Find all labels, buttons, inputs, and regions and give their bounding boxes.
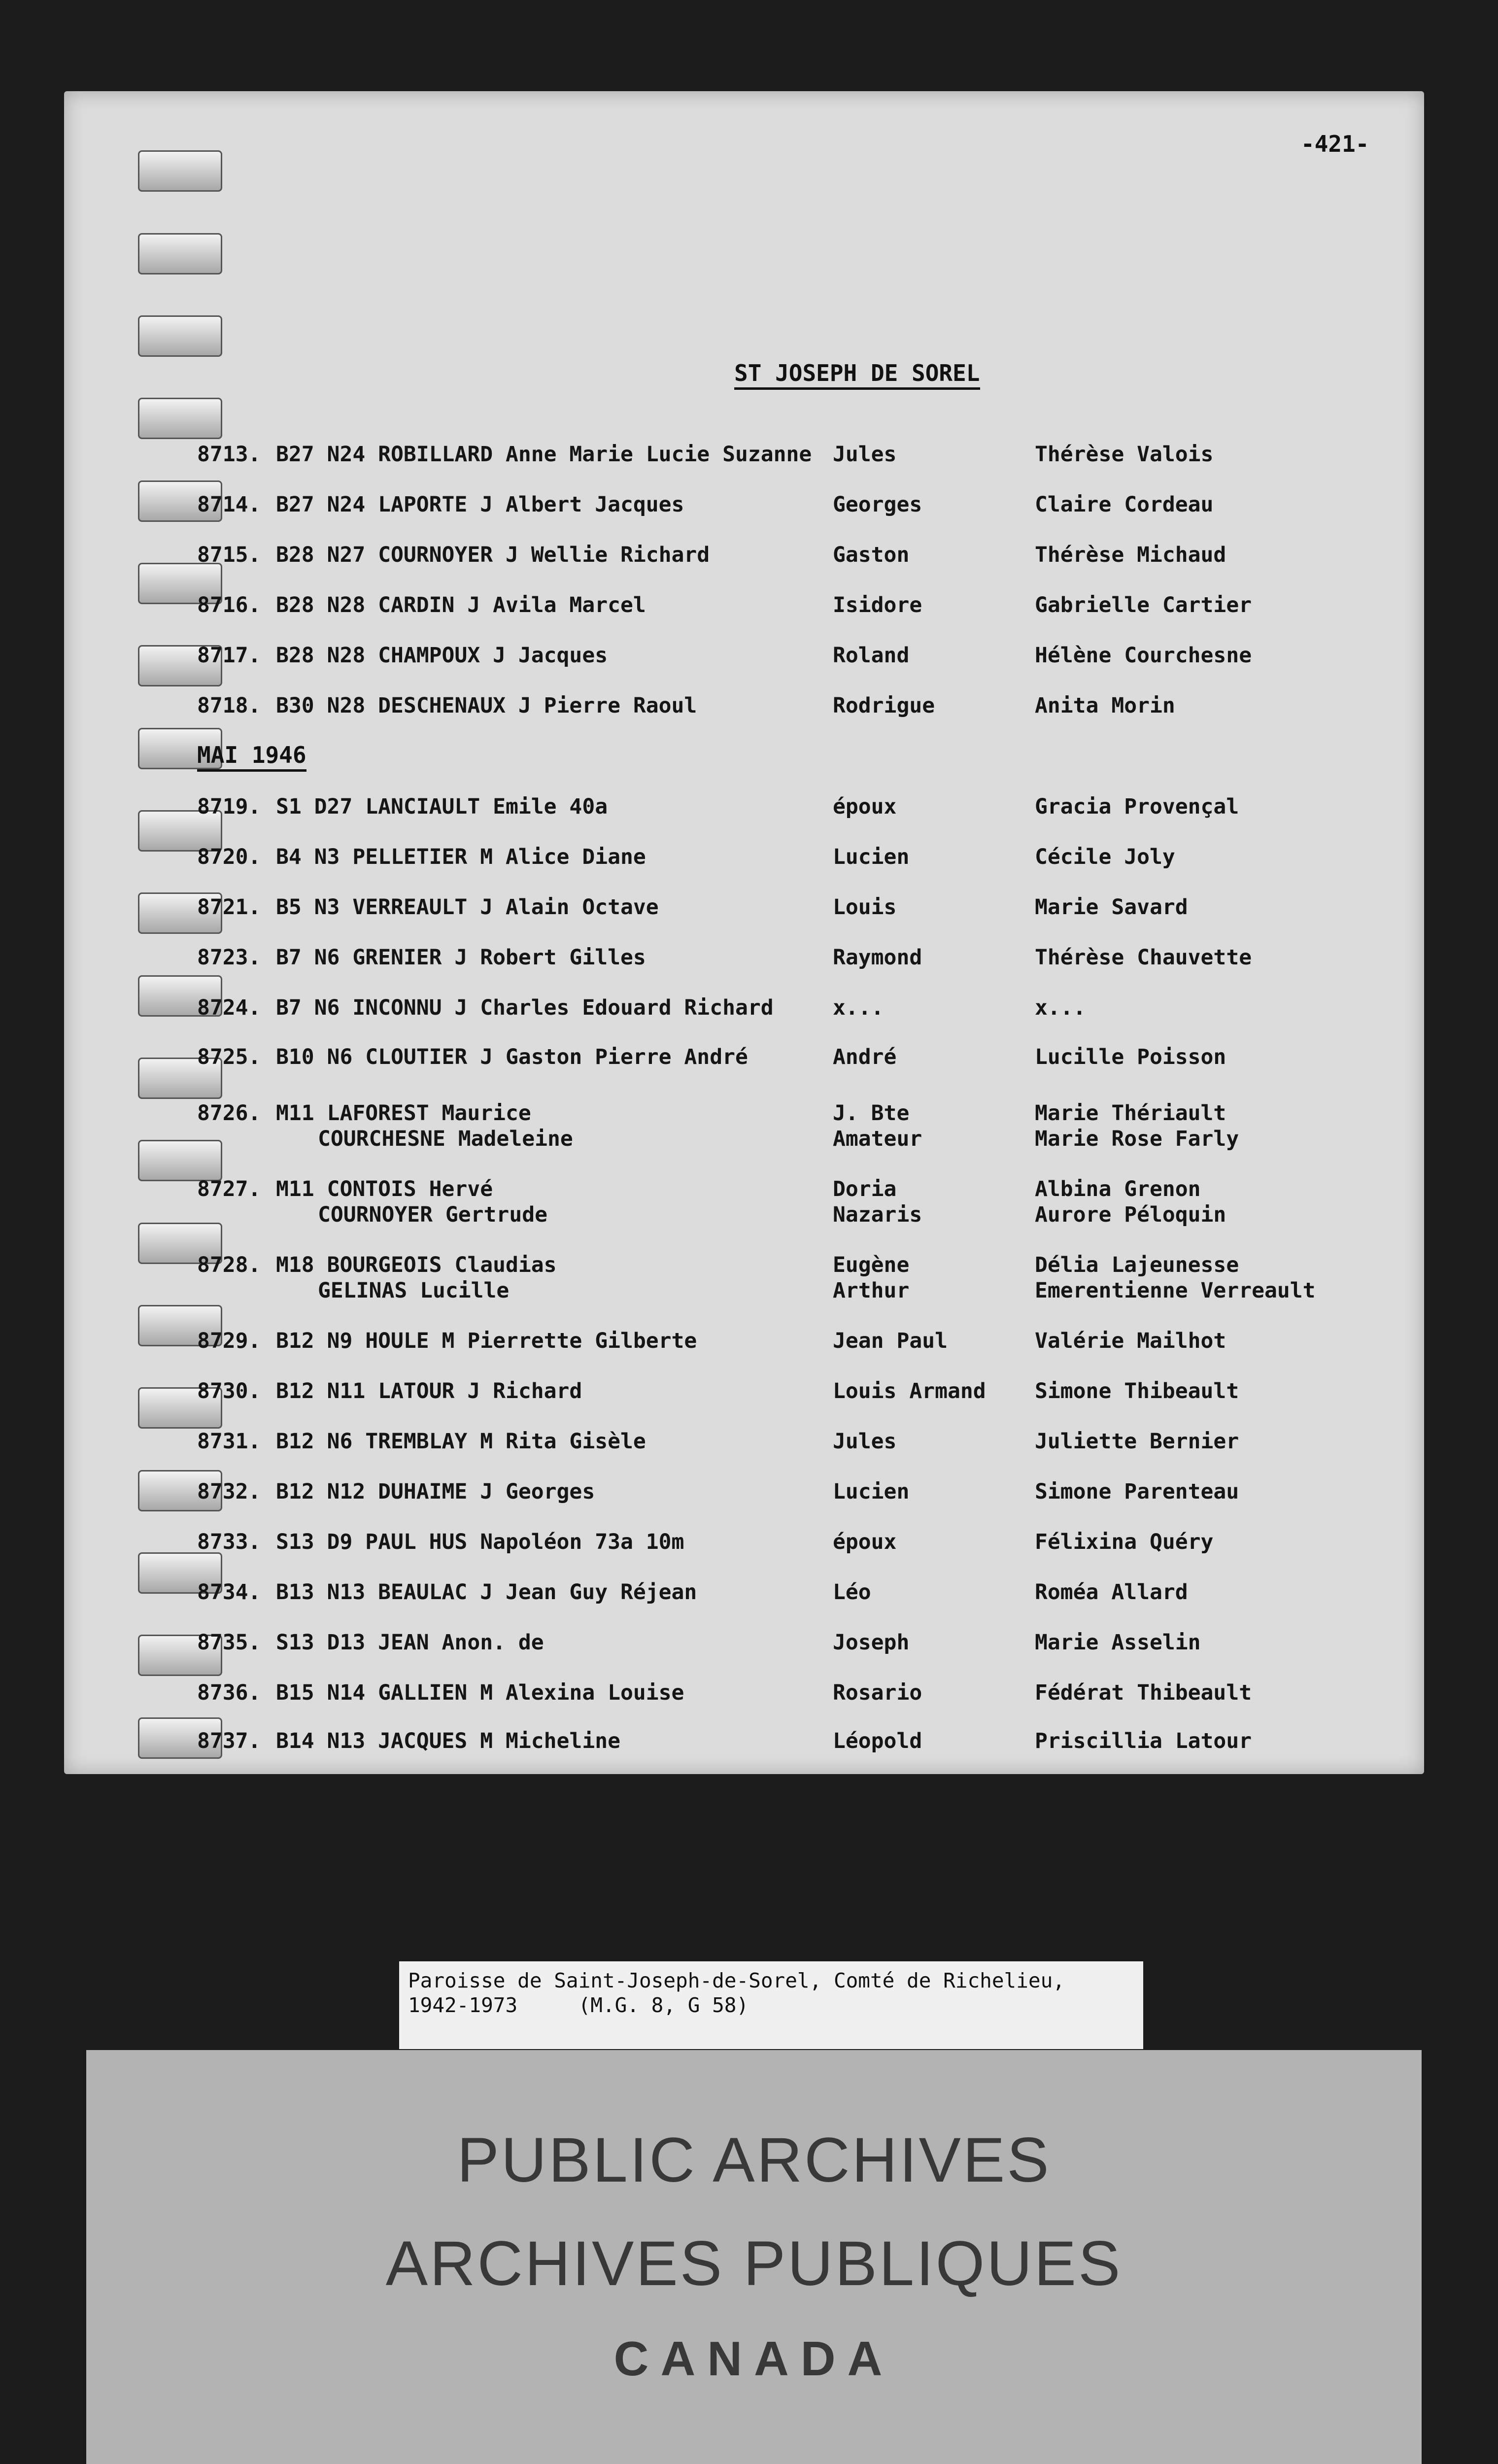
entry-mother: Marie Asselin — [1035, 1630, 1201, 1655]
entry-name: B28 N27 COURNOYER J Wellie Richard — [276, 543, 710, 567]
entry-father: Louis — [833, 895, 897, 920]
entry-father: époux — [833, 1530, 897, 1554]
entry-name: B28 N28 CHAMPOUX J Jacques — [276, 643, 608, 668]
entry-mother: Délia Lajeunesse — [1035, 1253, 1239, 1277]
entry-father: Léo — [833, 1580, 871, 1605]
entry-mother: Roméa Allard — [1035, 1580, 1188, 1605]
caption-line: Paroisse de Saint-Joseph-de-Sorel, Comté de Richelieu, — [408, 1969, 1065, 1992]
entry-name: B27 N24 ROBILLARD Anne Marie Lucie Suzanne — [276, 442, 812, 467]
entry-number: 8730. — [197, 1379, 261, 1403]
entry-number: 8731. — [197, 1429, 261, 1454]
entry-number: 8726. — [197, 1101, 261, 1126]
month-heading: MAI 1946 — [197, 742, 306, 772]
entry-father: Amateur — [833, 1127, 922, 1151]
entry-name: B15 N14 GALLIEN M Alexina Louise — [276, 1680, 684, 1705]
entry-father: Georges — [833, 492, 922, 517]
entry-number: 8737. — [197, 1729, 261, 1753]
entry-father: Jules — [833, 442, 897, 467]
entry-number: 8734. — [197, 1580, 261, 1605]
entry-mother: Anita Morin — [1035, 693, 1175, 718]
entry-name: B12 N12 DUHAIME J Georges — [276, 1479, 595, 1504]
entry-number: 8716. — [197, 593, 261, 617]
entry-name: B4 N3 PELLETIER M Alice Diane — [276, 845, 646, 869]
entry-mother: Gabrielle Cartier — [1035, 593, 1252, 617]
entry-number: 8728. — [197, 1253, 261, 1277]
entry-mother: Priscillia Latour — [1035, 1729, 1252, 1753]
entry-mother: Lucille Poisson — [1035, 1045, 1226, 1069]
entry-mother: Claire Cordeau — [1035, 492, 1214, 517]
entry-father: Doria — [833, 1177, 897, 1201]
entry-number: 8729. — [197, 1329, 261, 1353]
entry-number: 8732. — [197, 1479, 261, 1504]
entry-mother: Simone Parenteau — [1035, 1479, 1239, 1504]
entry-name: M18 BOURGEOIS Claudias — [276, 1253, 557, 1277]
entry-mother: Thérèse Chauvette — [1035, 945, 1252, 970]
entry-mother: Aurore Péloquin — [1035, 1202, 1226, 1227]
entry-number: 8724. — [197, 995, 261, 1020]
entry-father: Lucien — [833, 845, 910, 869]
entry-father: Arthur — [833, 1278, 910, 1303]
entry-father: x... — [833, 995, 884, 1020]
binder-ring — [138, 398, 222, 439]
entry-number: 8725. — [197, 1045, 261, 1069]
entry-mother: Thérèse Michaud — [1035, 543, 1226, 567]
entry-number: 8719. — [197, 794, 261, 819]
archives-stamp-card — [86, 2050, 1422, 2464]
entry-number: 8720. — [197, 845, 261, 869]
entry-name: B14 N13 JACQUES M Micheline — [276, 1729, 620, 1753]
entry-mother: Marie Rose Farly — [1035, 1127, 1239, 1151]
entry-name: B10 N6 CLOUTIER J Gaston Pierre André — [276, 1045, 748, 1069]
binder-ring — [138, 150, 222, 192]
entry-father: Gaston — [833, 543, 910, 567]
entry-name: B30 N28 DESCHENAUX J Pierre Raoul — [276, 693, 697, 718]
entry-number: 8715. — [197, 543, 261, 567]
entry-name: B12 N11 LATOUR J Richard — [276, 1379, 582, 1403]
entry-mother: Marie Thériault — [1035, 1101, 1226, 1126]
entry-name: B12 N6 TREMBLAY M Rita Gisèle — [276, 1429, 646, 1454]
entry-mother: Albina Grenon — [1035, 1177, 1201, 1201]
archives-country: CANADA — [613, 2331, 894, 2386]
entry-mother: Félixina Quéry — [1035, 1530, 1214, 1554]
entry-name: S13 D13 JEAN Anon. de — [276, 1630, 544, 1655]
entry-father: Roland — [833, 643, 910, 668]
entry-name: M11 LAFOREST Maurice — [276, 1101, 531, 1126]
entry-number: 8714. — [197, 492, 261, 517]
entry-father: Rodrigue — [833, 693, 935, 718]
entry-name: M11 CONTOIS Hervé — [276, 1177, 493, 1201]
entry-number: 8717. — [197, 643, 261, 668]
entry-name: B7 N6 INCONNU J Charles Edouard Richard — [276, 995, 774, 1020]
entry-number: 8736. — [197, 1680, 261, 1705]
entry-name: B12 N9 HOULE M Pierrette Gilberte — [276, 1329, 697, 1353]
entry-number: 8718. — [197, 693, 261, 718]
entry-father: Louis Armand — [833, 1379, 986, 1403]
entry-father: Léopold — [833, 1729, 922, 1753]
entry-name: B13 N13 BEAULAC J Jean Guy Réjean — [276, 1580, 697, 1605]
entry-father: Isidore — [833, 593, 922, 617]
entry-number: 8723. — [197, 945, 261, 970]
entry-name: COURCHESNE Madeleine — [318, 1127, 573, 1151]
entry-father: Jules — [833, 1429, 897, 1454]
entry-mother: Fédérat Thibeault — [1035, 1680, 1252, 1705]
binder-ring — [138, 1140, 222, 1181]
entry-mother: Emerentienne Verreault — [1035, 1278, 1316, 1303]
entry-mother: Thérèse Valois — [1035, 442, 1214, 467]
source-caption — [399, 1961, 1143, 2049]
entry-father: Lucien — [833, 1479, 910, 1504]
entry-mother: Marie Savard — [1035, 895, 1188, 920]
register-page — [64, 91, 1424, 1774]
entry-mother: Cécile Joly — [1035, 845, 1175, 869]
entry-number: 8721. — [197, 895, 261, 920]
entry-mother: Gracia Provençal — [1035, 794, 1239, 819]
binder-ring — [138, 315, 222, 357]
entry-name: S13 D9 PAUL HUS Napoléon 73a 10m — [276, 1530, 684, 1554]
entry-father: André — [833, 1045, 897, 1069]
archives-title-en: PUBLIC ARCHIVES — [457, 2125, 1051, 2195]
entry-mother: Juliette Bernier — [1035, 1429, 1239, 1454]
entry-number: 8727. — [197, 1177, 261, 1201]
entry-father: Joseph — [833, 1630, 910, 1655]
entry-mother: x... — [1035, 995, 1086, 1020]
entry-father: Jean Paul — [833, 1329, 948, 1353]
entry-father: Nazaris — [833, 1202, 922, 1227]
entry-mother: Valérie Mailhot — [1035, 1329, 1226, 1353]
archives-title-fr: ARCHIVES PUBLIQUES — [385, 2228, 1123, 2299]
entry-name: COURNOYER Gertrude — [318, 1202, 547, 1227]
entry-father: époux — [833, 794, 897, 819]
entry-father: J. Bte — [833, 1101, 910, 1126]
entry-name: B7 N6 GRENIER J Robert Gilles — [276, 945, 646, 970]
entry-father: Rosario — [833, 1680, 922, 1705]
entry-number: 8735. — [197, 1630, 261, 1655]
entry-mother: Hélène Courchesne — [1035, 643, 1252, 668]
entry-name: S1 D27 LANCIAULT Emile 40a — [276, 794, 608, 819]
entry-number: 8733. — [197, 1530, 261, 1554]
entry-name: B27 N24 LAPORTE J Albert Jacques — [276, 492, 684, 517]
page-number: -421- — [1301, 131, 1369, 157]
entry-mother: Simone Thibeault — [1035, 1379, 1239, 1403]
caption-line: 1942-1973 (M.G. 8, G 58) — [408, 1993, 749, 2017]
entry-name: B5 N3 VERREAULT J Alain Octave — [276, 895, 659, 920]
entry-name: B28 N28 CARDIN J Avila Marcel — [276, 593, 646, 617]
entry-father: Raymond — [833, 945, 922, 970]
entry-name: GELINAS Lucille — [318, 1278, 510, 1303]
entry-father: Eugène — [833, 1253, 910, 1277]
entry-number: 8713. — [197, 442, 261, 467]
binder-ring — [138, 233, 222, 274]
parish-heading: ST JOSEPH DE SOREL — [734, 360, 980, 390]
